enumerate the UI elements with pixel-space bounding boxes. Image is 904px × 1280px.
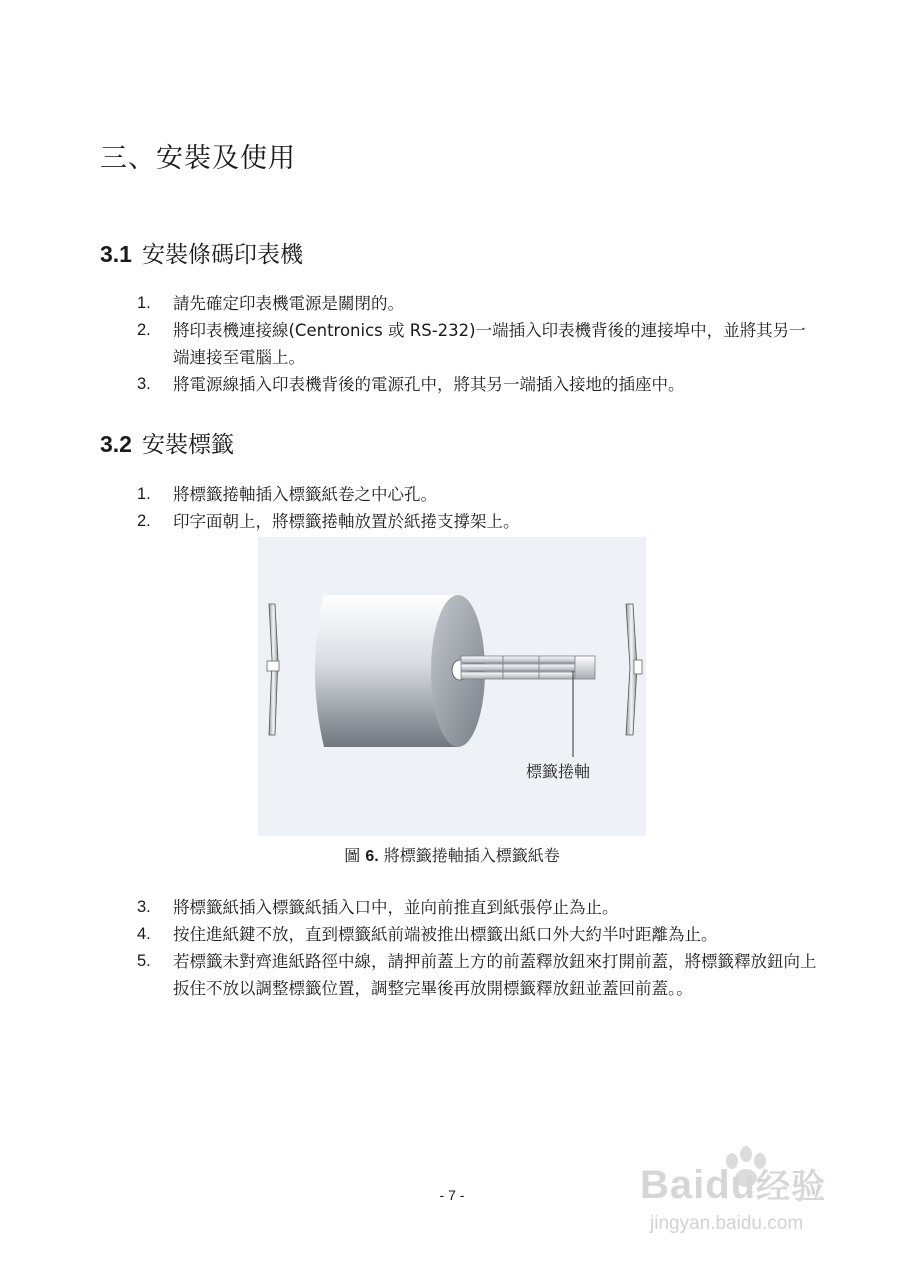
list-item-text: 若標籤未對齊進紙路徑中線，請押前蓋上方的前蓋釋放鈕來打開前蓋，將標籤釋放鈕向上扳住不放以調整標籤位置，調整完畢後再放開標籤釋放鈕並蓋回前蓋。。 (173, 952, 817, 998)
list-item-number: 2. (137, 321, 151, 339)
section-heading-3-1 (100, 236, 303, 269)
chapter-title: 三、安裝及使用 (100, 143, 296, 174)
caption-number: 6. (365, 848, 379, 865)
right-end-plate (626, 604, 642, 735)
section-title-text: 安裝標籤 (141, 432, 234, 458)
list-item-text: 請先確定印表機電源是關閉的。 (173, 294, 404, 313)
list-item-number: 1. (137, 485, 151, 503)
list-item (137, 371, 817, 398)
list-item-text: 將電源線插入印表機背後的電源孔中，將其另一端插入接地的插座中。 (173, 375, 685, 394)
watermark-url: jingyan.baidu.com (650, 1213, 804, 1234)
list-item-number: 3. (137, 375, 151, 393)
list-item-number: 4. (137, 925, 151, 943)
list-item-text: 印字面朝上，將標籤捲軸放置於紙捲支撐架上。 (173, 512, 520, 531)
label-paper-roll (315, 595, 485, 747)
caption-prefix: 圖 (344, 846, 361, 865)
watermark-brand-latin: Baidu (640, 1163, 757, 1207)
list-item (137, 481, 817, 508)
list-item-text: 將印表機連接線(Centronics 或 RS-232)一端插入印表機背後的連接埠中，並將其另一端連接至電腦上。 (173, 321, 806, 367)
list-item-text: 按住進紙鍵不放，直到標籤紙前端被推出標籤出紙口外大約半吋距離為止。 (173, 925, 718, 944)
list-item-number: 3. (137, 898, 151, 916)
section-title-text: 安裝條碼印表機 (141, 242, 303, 268)
list-item (137, 894, 817, 921)
label-roll-illustration (258, 537, 646, 836)
section-heading-3-2 (100, 426, 234, 459)
baidu-jingyan-watermark (640, 1145, 870, 1245)
label-roll-figure (258, 537, 646, 836)
list-item (137, 921, 817, 948)
left-end-plate (267, 604, 279, 735)
section-number: 3.1 (100, 241, 132, 267)
figure-caption (0, 843, 904, 866)
list-item-number: 2. (137, 512, 151, 530)
caption-text: 將標籤捲軸插入標籤紙卷 (383, 846, 560, 865)
list-item (137, 508, 817, 535)
list-item-text: 將標籤紙插入標籤紙插入口中，並向前推直到紙張停止為止。 (173, 898, 619, 917)
list-item-text: 將標籤捲軸插入標籤紙卷之中心孔。 (173, 485, 437, 504)
watermark-brand (640, 1159, 826, 1208)
list-item-number: 5. (137, 952, 151, 970)
spindle-callout-label: 標籤捲軸 (526, 762, 591, 781)
watermark-brand-cjk: 经验 (756, 1168, 827, 1206)
list-item (137, 290, 817, 317)
section-number: 3.2 (100, 431, 132, 457)
page-number: - 7 - (439, 1187, 465, 1203)
list-item-number: 1. (137, 294, 151, 312)
list-item (137, 317, 817, 371)
label-spindle (461, 656, 595, 679)
list-item (137, 948, 817, 1002)
